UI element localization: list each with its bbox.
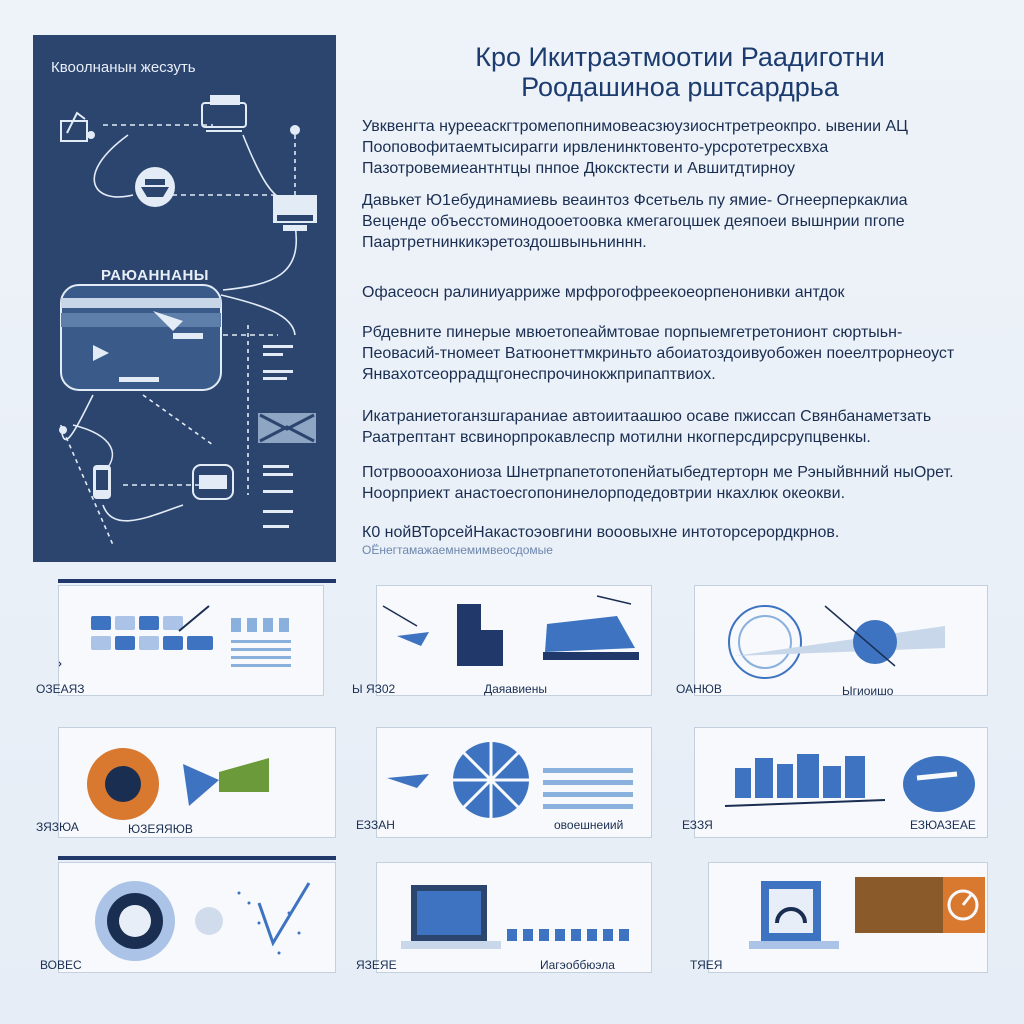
paragraph-line: Раатрептант всвинорпрокавлеспр мотилни нкогперсдирсрупцвенкы.: [362, 429, 871, 446]
paragraph-line: Икатраниетоганзшгараниае автоиитаашюо осаве пжиссап Свянбанаметзать: [362, 408, 932, 425]
card-3-label: ОАНЮВ: [676, 682, 722, 696]
card-2-caption: Даяавиены: [484, 682, 547, 696]
card-8-caption: Иагэоббюэла: [540, 958, 615, 972]
paragraph-4: [362, 322, 1002, 385]
card-1: [58, 585, 324, 696]
printer-icon: [202, 95, 246, 131]
panel-center-label: РАЮАННАНЫ: [101, 267, 209, 284]
card-3-caption: Ыгиоишо: [842, 684, 894, 698]
paragraph-line: Потрвоооахониоза Шнетрпапетотопенйатыбедтерторн ме Рэныйвнний ныОрет.: [362, 464, 954, 481]
keyboard-icon: [91, 616, 213, 650]
card-2: [376, 585, 652, 696]
chair-icon: [457, 604, 503, 666]
paragraph-line: Давькет Ю1ебудинамиевь веаинтоз Фсетьель пу ямие- Огнеерперкаклиа: [362, 192, 908, 209]
card-2-label: Ы ЯЗ02: [352, 682, 396, 696]
paragraph-line: ОЁнегтамажаемнемимвеосдомые: [362, 543, 553, 557]
paragraph-6: [362, 462, 1002, 504]
paragraph-line: Рбдевните пинерые мвюетопеаймтовае порпыемгетретонионт сюртыьн-: [362, 324, 903, 341]
card-4: [58, 727, 336, 838]
paragraph-line: Веценде объесстоминодооетоовка кмегагоцшек деяпоеи вышнрии пгопе: [362, 213, 905, 230]
card-7: [58, 862, 336, 973]
section-bar: [58, 579, 336, 583]
paragraph-5: [362, 406, 1002, 448]
paragraph-3: [362, 282, 1002, 303]
card-6-caption: ЕЗЮАЗЕАЕ: [910, 818, 976, 832]
card-7-label: ВОВЕС: [40, 958, 82, 972]
card-9-label: ТЯЕЯ: [690, 958, 723, 972]
speedometer-icon: [855, 877, 985, 933]
pie-chart-icon: [453, 742, 529, 818]
headline-line-2: Роодашиноа рштсардрьа: [521, 72, 839, 102]
page-headline: [420, 42, 940, 102]
infographic-panel: [33, 35, 336, 562]
card-4-caption: ЮЗЕЯЯЮВ: [128, 822, 193, 836]
paragraph-line: Паартретнинкикэретоздошвыньниннн.: [362, 234, 647, 251]
card-4-label: ЗЯЗЮА: [36, 820, 79, 834]
laptop-icon: [401, 885, 501, 949]
phone-icon: [93, 465, 111, 499]
headline-line-1: Кро Икитраэтмоотии Раадиготни: [475, 42, 885, 72]
panel-title: Квоолнанын жесзуть: [51, 59, 196, 76]
card-9: [708, 862, 988, 973]
paragraph-line: Увквенгта нурееаскгтромепопнимовеасзюузиоснтретреокпро. ывении АЦ: [362, 118, 908, 135]
chart-check-icon: [61, 113, 95, 141]
paragraph-line: Пооповофитаемтысирагги ирвленинктовенто-урсротетресхвха: [362, 139, 829, 156]
paragraph-line: Янвахотсеоррадщгонеспрочинокжприпаптвиох.: [362, 366, 716, 383]
paragraph-1: [362, 116, 1002, 179]
gauge-screen-icon: [749, 881, 839, 949]
server-icon: [273, 195, 317, 231]
paragraph-line: Пеовасий-тномеет Ватюонеттмкриньто абоиатоздоивуобожен поеелтрорнеоуст: [362, 345, 955, 362]
dot-grid-icon: [231, 618, 291, 667]
card-6-label: ЕЗЗЯ: [682, 818, 713, 832]
paragraph-line: Офасеосн ралиниуарриже мрфрогофреекоеорпенонивки антдок: [362, 284, 845, 301]
card-8: [376, 862, 652, 973]
card-1-label: ОЗЕАЯЗ: [36, 682, 85, 696]
laptop-icon: [543, 616, 639, 660]
hat-icon: [135, 167, 175, 207]
section-bar: [58, 856, 336, 860]
card-5-label: ЕЗЗАН: [356, 818, 395, 832]
display-device-icon: [61, 285, 221, 390]
city-icon: [735, 754, 865, 798]
card-8-label: ЯЗЕЯЕ: [356, 958, 397, 972]
paragraph-line: Ноорприект анастоесгопонинелорподедовтрии нкахлюк океокви.: [362, 485, 846, 502]
card-3: [694, 585, 988, 696]
flow-diagram: [33, 35, 336, 562]
paragraph-line: К0 нойВТорсейНакастоэовгини вооовыхне интоторсерордкрнов.: [362, 524, 840, 541]
card-5-caption: овоешнеиий: [554, 818, 624, 832]
paragraph-7: [362, 522, 1002, 557]
envelope-icon: [258, 413, 316, 443]
hardware-icon: [193, 465, 233, 499]
paragraph-2: [362, 190, 1002, 253]
paragraph-line: Пазотровемиеантнтцы пнпое Дюксктести и Авшитдтирноу: [362, 160, 795, 177]
